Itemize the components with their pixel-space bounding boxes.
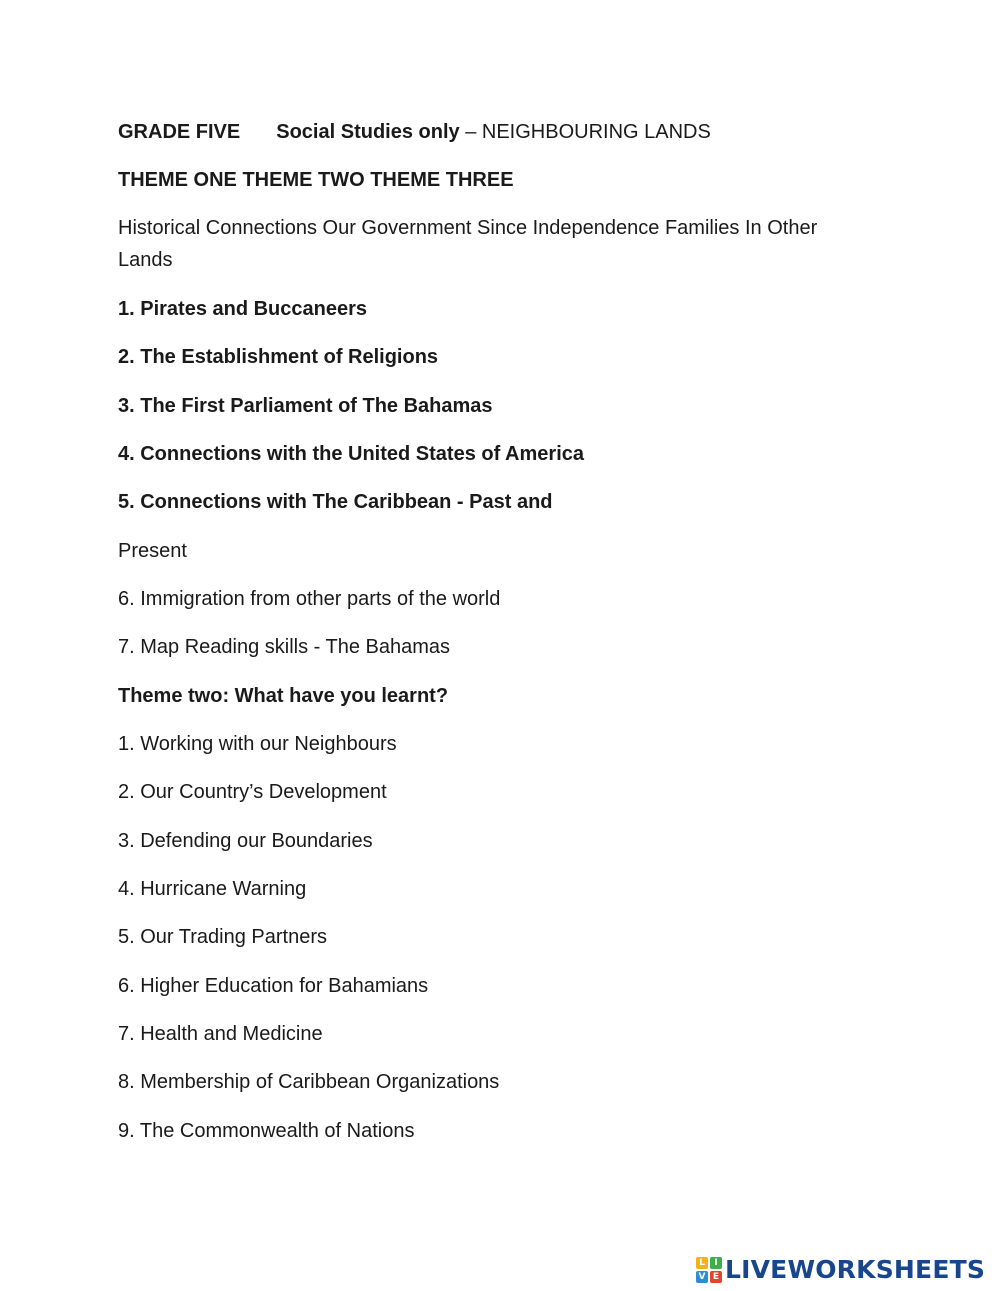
- liveworksheets-logo-icon: [696, 1257, 722, 1283]
- theme-two-item: 1. Working with our Neighbours: [118, 733, 397, 755]
- theme-two-item: 5. Our Trading Partners: [118, 926, 327, 948]
- theme-one-item: 1. Pirates and Buccaneers: [118, 298, 368, 320]
- logo-letter: I: [710, 1257, 722, 1269]
- logo-letter: L: [696, 1257, 708, 1269]
- theme-two-item: 4. Hurricane Warning: [118, 878, 307, 900]
- theme-two-item: 8. Membership of Caribbean Organizations: [118, 1071, 500, 1093]
- logo-letter: E: [710, 1271, 722, 1283]
- theme-two-heading: Theme two: What have you learnt?: [118, 685, 449, 707]
- themes-description: Historical Connections Our Government Since Independence Families In Other Lands: [118, 217, 818, 271]
- theme-two-item: 2. Our Country’s Development: [118, 781, 387, 803]
- subject-label: Social Studies only: [276, 121, 460, 143]
- theme-two-item: 7. Health and Medicine: [118, 1023, 323, 1045]
- theme-one-item: 7. Map Reading skills - The Bahamas: [118, 636, 451, 658]
- theme-two-item: 6. Higher Education for Bahamians: [118, 975, 429, 997]
- watermark-text: LIVEWORKSHEETS: [725, 1255, 986, 1284]
- topic-label: NEIGHBOURING LANDS: [481, 121, 711, 143]
- theme-one-item-continuation: Present: [118, 540, 187, 562]
- theme-one-item: 2. The Establishment of Religions: [118, 346, 439, 368]
- grade-label: GRADE FIVE: [118, 121, 241, 143]
- header-line: [118, 116, 858, 148]
- themes-heading: THEME ONE THEME TWO THEME THREE: [118, 169, 514, 191]
- liveworksheets-watermark: [696, 1254, 985, 1286]
- theme-one-item: 6. Immigration from other parts of the world: [118, 588, 501, 610]
- logo-letter: V: [696, 1271, 708, 1283]
- header-dash: –: [459, 121, 482, 143]
- theme-two-item: 3. Defending our Boundaries: [118, 830, 373, 852]
- theme-one-item: 5. Connections with The Caribbean - Past and: [118, 491, 553, 513]
- theme-one-item: 3. The First Parliament of The Bahamas: [118, 395, 493, 417]
- theme-one-item: 4. Connections with the United States of America: [118, 443, 584, 465]
- theme-two-item: 9. The Commonwealth of Nations: [118, 1120, 415, 1142]
